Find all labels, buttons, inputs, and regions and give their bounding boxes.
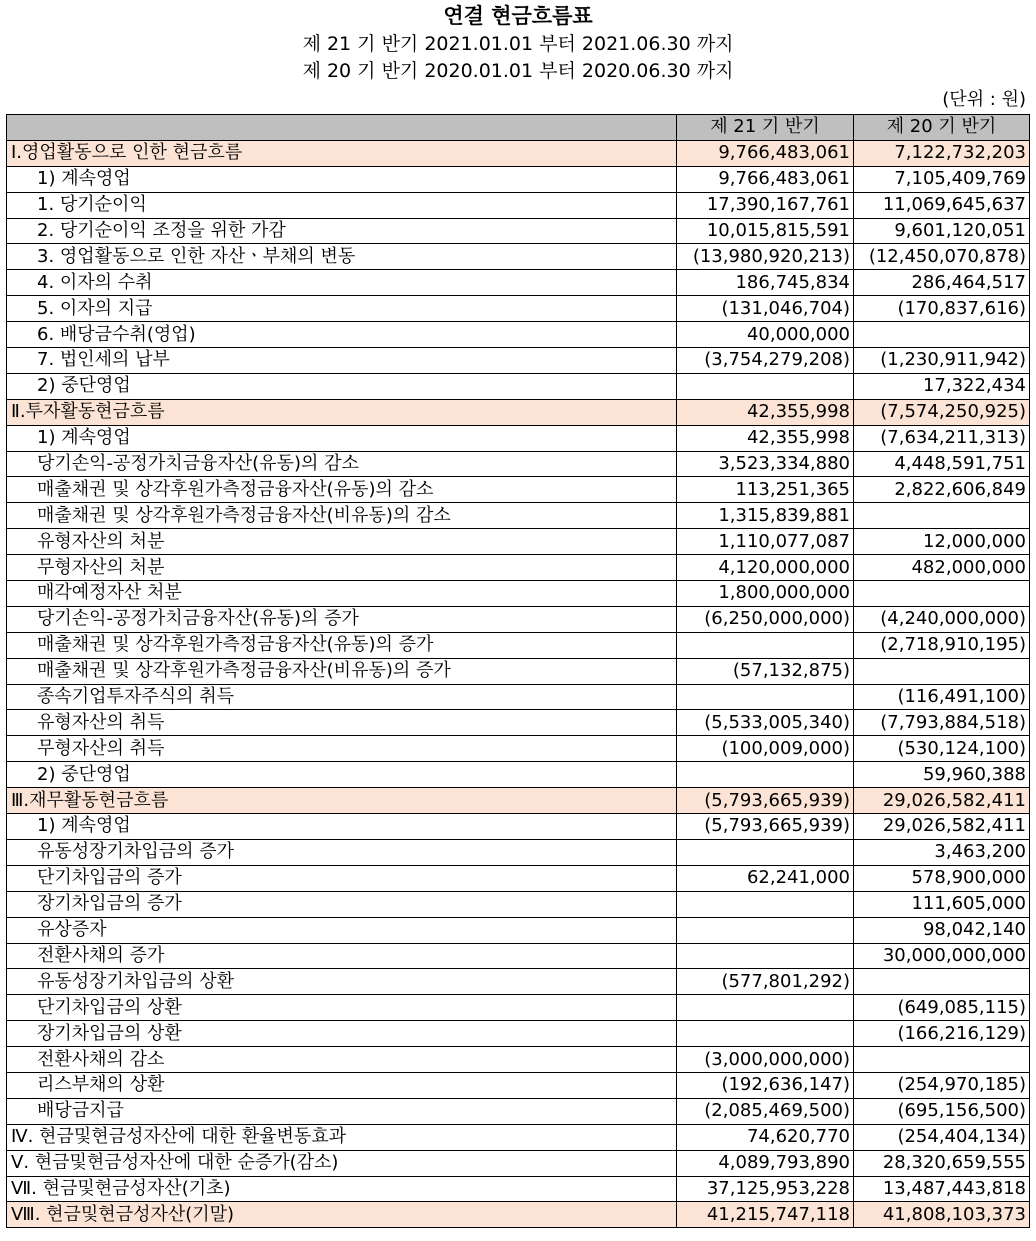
row-current-value: 17,390,167,761 [677, 192, 854, 218]
row-prior-value [854, 1047, 1030, 1073]
row-current-value: (2,085,469,500) [677, 1098, 854, 1124]
row-current-value [677, 943, 854, 969]
row-prior-value: 98,042,140 [854, 917, 1030, 943]
table-row [7, 1202, 1030, 1228]
row-label: Ⅴ. 현금및현금성자산에 대한 순증가(감소) [7, 1150, 677, 1176]
row-current-value: 41,215,747,118 [677, 1202, 854, 1228]
table-row [7, 425, 1030, 451]
row-label: 배당금지급 [7, 1098, 677, 1124]
table-row [7, 1047, 1030, 1073]
row-current-value: 62,241,000 [677, 865, 854, 891]
table-row [7, 244, 1030, 270]
row-label: Ⅶ. 현금및현금성자산(기초) [7, 1176, 677, 1202]
table-body [7, 140, 1030, 1227]
table-row [7, 917, 1030, 943]
table-row [7, 218, 1030, 244]
row-prior-value: (7,793,884,518) [854, 710, 1030, 736]
row-current-value: 74,620,770 [677, 1124, 854, 1150]
row-prior-value [854, 658, 1030, 684]
row-label: 1) 계속영업 [7, 814, 677, 840]
row-current-value: (13,980,920,213) [677, 244, 854, 270]
row-current-value: (5,793,665,939) [677, 788, 854, 814]
row-current-value: (5,793,665,939) [677, 814, 854, 840]
row-label: 4. 이자의 수취 [7, 270, 677, 296]
table-row [7, 529, 1030, 555]
table-row [7, 166, 1030, 192]
row-prior-value: 17,322,434 [854, 373, 1030, 399]
row-current-value: (5,533,005,340) [677, 710, 854, 736]
table-row [7, 348, 1030, 374]
row-prior-value: (1,230,911,942) [854, 348, 1030, 374]
row-label: 1) 계속영업 [7, 425, 677, 451]
row-label: Ⅱ.투자활동현금흐름 [7, 399, 677, 425]
row-label: 유형자산의 처분 [7, 529, 677, 555]
row-label: 유형자산의 취득 [7, 710, 677, 736]
row-prior-value: 111,605,000 [854, 891, 1030, 917]
row-prior-value [854, 969, 1030, 995]
row-label: Ⅳ. 현금및현금성자산에 대한 환율변동효과 [7, 1124, 677, 1150]
table-row [7, 477, 1030, 503]
row-current-value: (100,009,000) [677, 736, 854, 762]
period-prior: 제 20 기 반기 2020.01.01 부터 2020.06.30 까지 [302, 60, 734, 82]
row-current-value [677, 839, 854, 865]
row-prior-value: (254,970,185) [854, 1072, 1030, 1098]
row-current-value [677, 632, 854, 658]
row-label: 장기차입금의 상환 [7, 1021, 677, 1047]
table-row [7, 658, 1030, 684]
row-label: 무형자산의 처분 [7, 555, 677, 581]
table-row [7, 399, 1030, 425]
row-prior-value: (254,404,134) [854, 1124, 1030, 1150]
table-row [7, 322, 1030, 348]
period-current: 제 21 기 반기 2021.01.01 부터 2021.06.30 까지 [302, 33, 734, 55]
row-label: 단기차입금의 증가 [7, 865, 677, 891]
row-current-value [677, 762, 854, 788]
row-prior-value: 13,487,443,818 [854, 1176, 1030, 1202]
statement-title: 연결 현금흐름표 [443, 4, 593, 28]
row-label: 7. 법인세의 납부 [7, 348, 677, 374]
table-row [7, 632, 1030, 658]
table-row [7, 192, 1030, 218]
row-prior-value [854, 503, 1030, 529]
row-current-value: (3,754,279,208) [677, 348, 854, 374]
row-label: 유상증자 [7, 917, 677, 943]
row-prior-value: 578,900,000 [854, 865, 1030, 891]
row-label: Ⅷ. 현금및현금성자산(기말) [7, 1202, 677, 1228]
row-current-value: 42,355,998 [677, 399, 854, 425]
table-row [7, 1176, 1030, 1202]
row-prior-value: 41,808,103,373 [854, 1202, 1030, 1228]
table-row [7, 814, 1030, 840]
table-row [7, 140, 1030, 166]
row-prior-value: 29,026,582,411 [854, 788, 1030, 814]
row-label: 1) 계속영업 [7, 166, 677, 192]
row-label: 단기차입금의 상환 [7, 995, 677, 1021]
row-label: 매출채권 및 상각후원가측정금융자산(비유동)의 감소 [7, 503, 677, 529]
row-prior-value [854, 581, 1030, 607]
row-label: 종속기업투자주식의 취득 [7, 684, 677, 710]
row-prior-value: (116,491,100) [854, 684, 1030, 710]
row-prior-value: 4,448,591,751 [854, 451, 1030, 477]
row-current-value: 3,523,334,880 [677, 451, 854, 477]
row-prior-value: (7,574,250,925) [854, 399, 1030, 425]
row-current-value [677, 891, 854, 917]
row-label: 3. 영업활동으로 인한 자산ㆍ부채의 변동 [7, 244, 677, 270]
row-prior-value: (170,837,616) [854, 296, 1030, 322]
row-current-value: (192,636,147) [677, 1072, 854, 1098]
table-row [7, 373, 1030, 399]
table-row [7, 503, 1030, 529]
table-row [7, 1021, 1030, 1047]
header-current-period: 제 21 기 반기 [677, 115, 854, 141]
row-prior-value: 7,122,732,203 [854, 140, 1030, 166]
row-prior-value [854, 322, 1030, 348]
row-current-value: 37,125,953,228 [677, 1176, 854, 1202]
row-current-value: 9,766,483,061 [677, 140, 854, 166]
row-label: 전환사채의 감소 [7, 1047, 677, 1073]
row-current-value: (131,046,704) [677, 296, 854, 322]
row-prior-value: 9,601,120,051 [854, 218, 1030, 244]
row-prior-value: (4,240,000,000) [854, 606, 1030, 632]
table-row [7, 788, 1030, 814]
row-label: 매출채권 및 상각후원가측정금융자산(비유동)의 증가 [7, 658, 677, 684]
row-current-value [677, 917, 854, 943]
row-current-value: 10,015,815,591 [677, 218, 854, 244]
row-current-value [677, 995, 854, 1021]
row-prior-value: (12,450,070,878) [854, 244, 1030, 270]
table-row [7, 943, 1030, 969]
row-prior-value: 29,026,582,411 [854, 814, 1030, 840]
header-prior-period: 제 20 기 반기 [854, 115, 1030, 141]
row-label: Ⅰ.영업활동으로 인한 현금흐름 [7, 140, 677, 166]
table-row [7, 606, 1030, 632]
row-current-value: (3,000,000,000) [677, 1047, 854, 1073]
table-row [7, 451, 1030, 477]
row-current-value: 1,800,000,000 [677, 581, 854, 607]
row-label: 매출채권 및 상각후원가측정금융자산(유동)의 감소 [7, 477, 677, 503]
table-row [7, 891, 1030, 917]
table-row [7, 710, 1030, 736]
table-row [7, 839, 1030, 865]
row-prior-value: (695,156,500) [854, 1098, 1030, 1124]
row-prior-value: (530,124,100) [854, 736, 1030, 762]
row-label: 장기차입금의 증가 [7, 891, 677, 917]
table-row [7, 684, 1030, 710]
row-label: 5. 이자의 지급 [7, 296, 677, 322]
row-label: 무형자산의 취득 [7, 736, 677, 762]
table-header-row [7, 115, 1030, 141]
row-label: 전환사채의 증가 [7, 943, 677, 969]
table-row [7, 555, 1030, 581]
row-current-value: 1,110,077,087 [677, 529, 854, 555]
row-label: 당기손익-공정가치금융자산(유동)의 감소 [7, 451, 677, 477]
row-label: 유동성장기차입금의 증가 [7, 839, 677, 865]
table-row [7, 296, 1030, 322]
table-row [7, 1124, 1030, 1150]
table-row [7, 995, 1030, 1021]
table-row [7, 581, 1030, 607]
row-label: 매각예정자산 처분 [7, 581, 677, 607]
row-label: 2) 중단영업 [7, 762, 677, 788]
row-label: Ⅲ.재무활동현금흐름 [7, 788, 677, 814]
table-row [7, 1098, 1030, 1124]
row-prior-value: 482,000,000 [854, 555, 1030, 581]
table-row [7, 1150, 1030, 1176]
row-current-value: 42,355,998 [677, 425, 854, 451]
row-current-value: 113,251,365 [677, 477, 854, 503]
row-label: 매출채권 및 상각후원가측정금융자산(유동)의 증가 [7, 632, 677, 658]
row-prior-value: 2,822,606,849 [854, 477, 1030, 503]
row-prior-value: 59,960,388 [854, 762, 1030, 788]
table-row [7, 865, 1030, 891]
row-current-value [677, 1021, 854, 1047]
table-row [7, 270, 1030, 296]
row-prior-value: 30,000,000,000 [854, 943, 1030, 969]
row-prior-value: (649,085,115) [854, 995, 1030, 1021]
row-current-value: 4,089,793,890 [677, 1150, 854, 1176]
row-current-value [677, 373, 854, 399]
row-prior-value: (166,216,129) [854, 1021, 1030, 1047]
row-current-value [677, 684, 854, 710]
row-label: 리스부채의 상환 [7, 1072, 677, 1098]
row-prior-value: (2,718,910,195) [854, 632, 1030, 658]
row-label: 2. 당기순이익 조정을 위한 가감 [7, 218, 677, 244]
row-current-value: (577,801,292) [677, 969, 854, 995]
row-prior-value: (7,634,211,313) [854, 425, 1030, 451]
row-prior-value: 7,105,409,769 [854, 166, 1030, 192]
row-label: 6. 배당금수취(영업) [7, 322, 677, 348]
row-prior-value: 11,069,645,637 [854, 192, 1030, 218]
row-current-value: 40,000,000 [677, 322, 854, 348]
row-current-value: 9,766,483,061 [677, 166, 854, 192]
row-current-value: 4,120,000,000 [677, 555, 854, 581]
row-current-value: 1,315,839,881 [677, 503, 854, 529]
unit-label: (단위 : 원) [942, 89, 1026, 110]
table-row [7, 762, 1030, 788]
row-label: 당기손익-공정가치금융자산(유동)의 증가 [7, 606, 677, 632]
row-label: 유동성장기차입금의 상환 [7, 969, 677, 995]
table-row [7, 969, 1030, 995]
row-prior-value: 28,320,659,555 [854, 1150, 1030, 1176]
row-current-value: (57,132,875) [677, 658, 854, 684]
table-row [7, 736, 1030, 762]
row-prior-value: 3,463,200 [854, 839, 1030, 865]
row-current-value: 186,745,834 [677, 270, 854, 296]
row-label: 1. 당기순이익 [7, 192, 677, 218]
row-label: 2) 중단영업 [7, 373, 677, 399]
row-prior-value: 12,000,000 [854, 529, 1030, 555]
table-row [7, 1072, 1030, 1098]
header-blank [7, 115, 677, 141]
row-prior-value: 286,464,517 [854, 270, 1030, 296]
cash-flow-table [6, 114, 1030, 1228]
row-current-value: (6,250,000,000) [677, 606, 854, 632]
